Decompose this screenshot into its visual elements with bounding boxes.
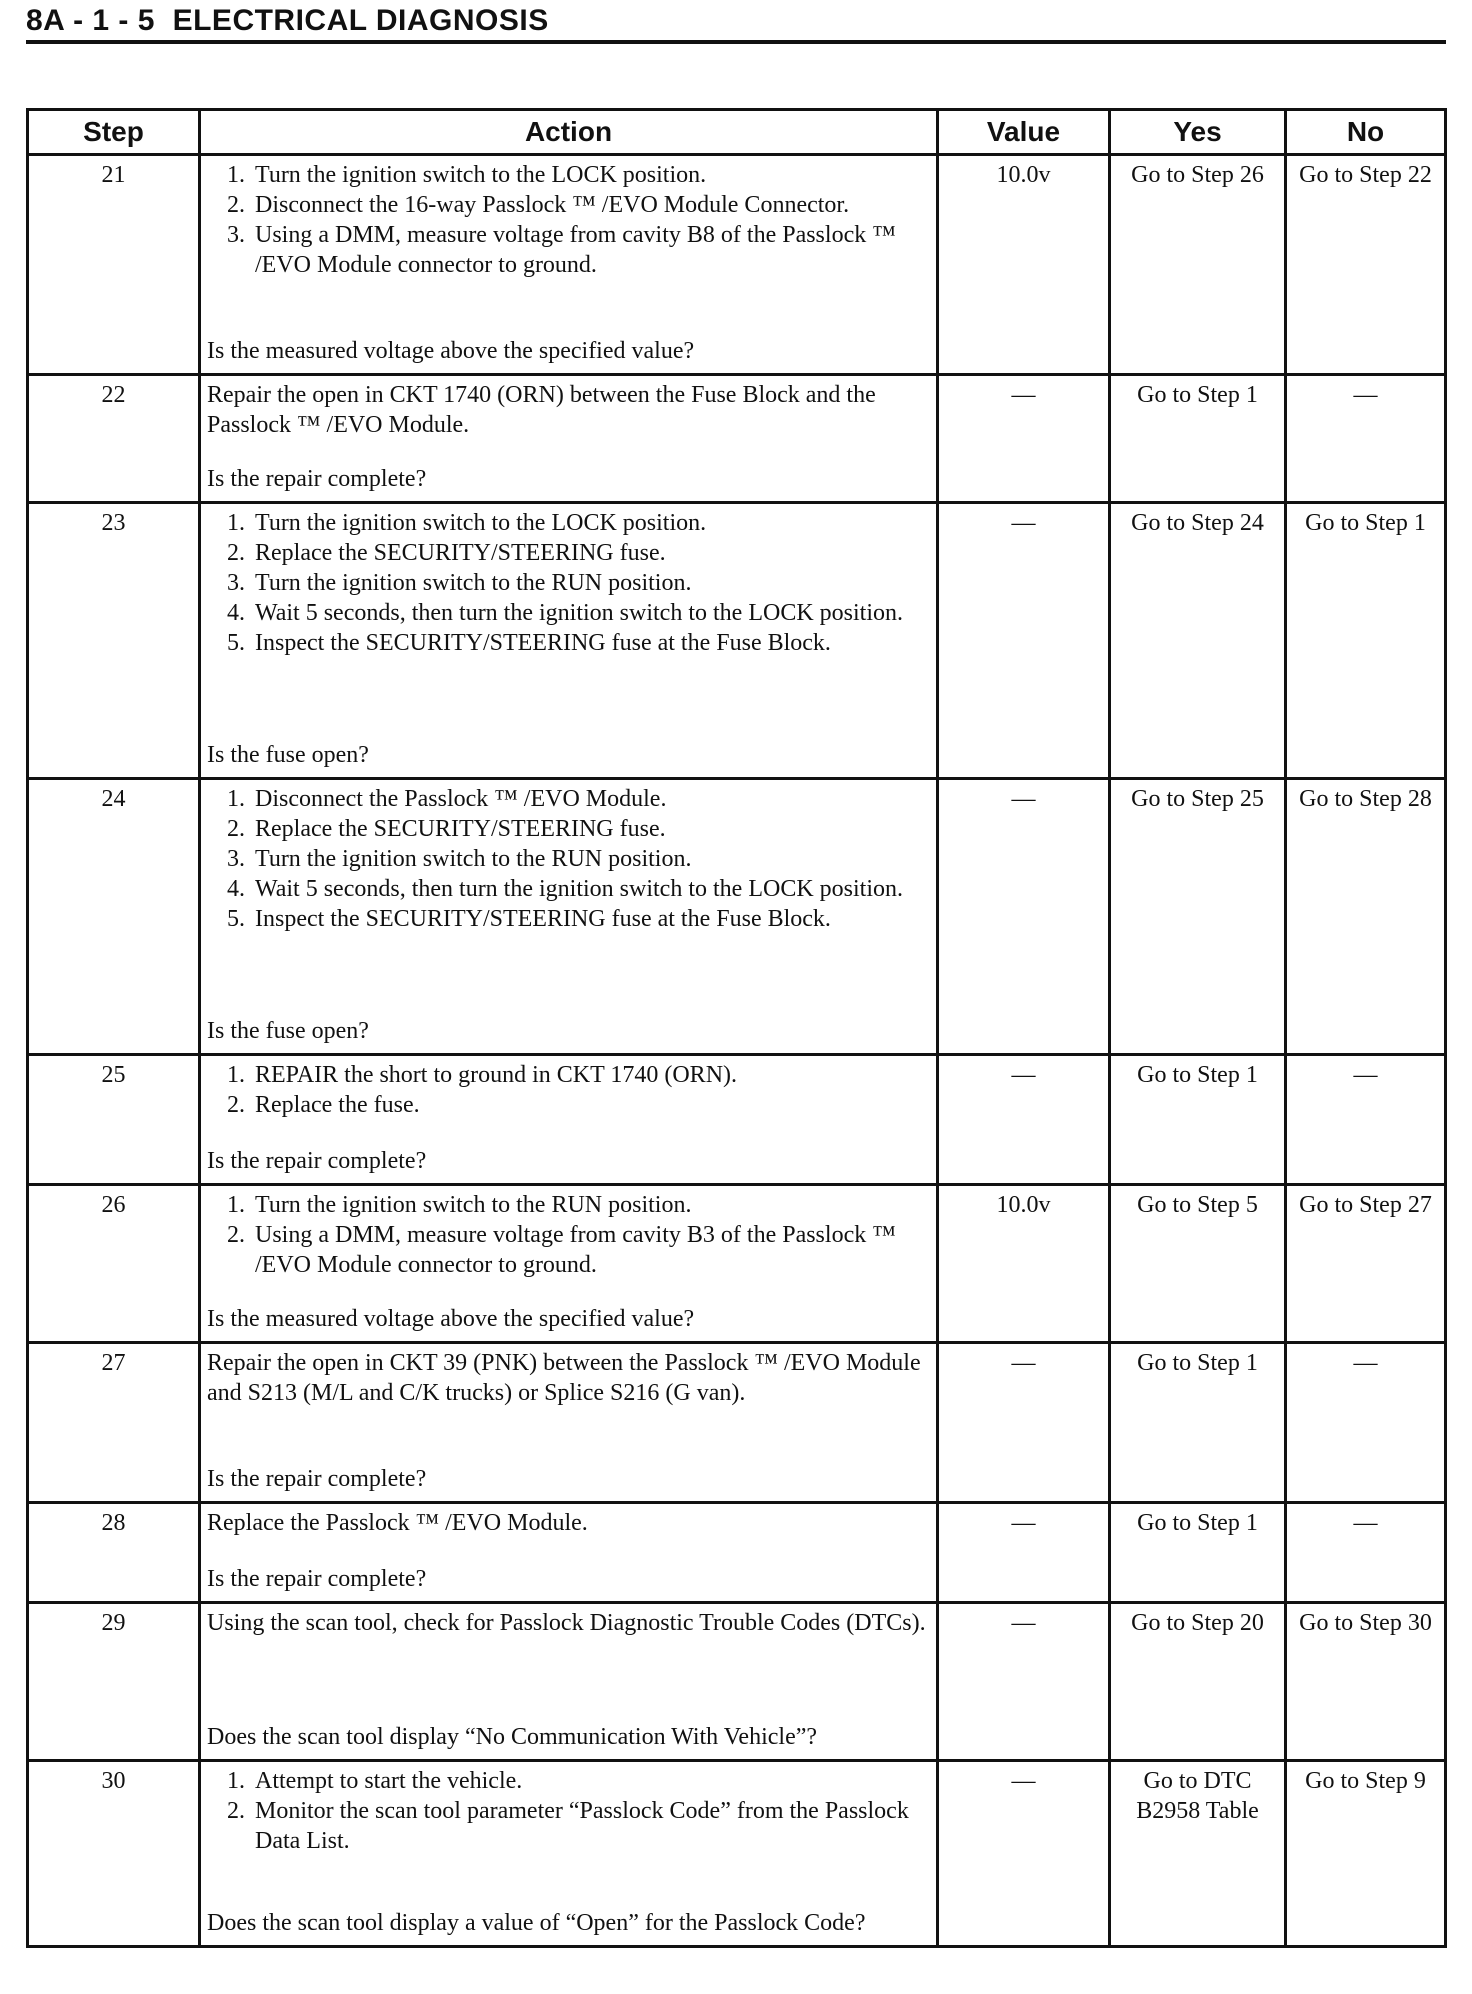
table-row — [28, 779, 1446, 1055]
action-text: Replace the Passlock ™ /EVO Module. — [207, 1510, 588, 1536]
table-header-row — [28, 110, 1446, 155]
no-cell: — — [1286, 1503, 1446, 1603]
yes-cell: Go to Step 1 — [1110, 1503, 1286, 1603]
step-number: 23 — [28, 503, 200, 779]
no-cell: Go to Step 27 — [1286, 1185, 1446, 1343]
action-content — [207, 1766, 930, 1938]
instruction-item: 1. Turn the ignition switch to the LOCK position. — [251, 160, 930, 190]
action-cell — [200, 1055, 938, 1185]
column-header-step: Step — [28, 110, 200, 155]
step-number: 28 — [28, 1503, 200, 1603]
action-content — [207, 160, 930, 366]
instruction-list — [207, 784, 930, 934]
value-cell: — — [938, 1055, 1110, 1185]
value-cell: — — [938, 1761, 1110, 1947]
no-cell: Go to Step 9 — [1286, 1761, 1446, 1947]
table-row — [28, 375, 1446, 503]
no-cell: Go to Step 30 — [1286, 1603, 1446, 1761]
value-cell: 10.0v — [938, 1185, 1110, 1343]
instruction-item: 5. Inspect the SECURITY/STEERING fuse at the Fuse Block. — [251, 628, 930, 658]
instruction-item: 4. Wait 5 seconds, then turn the ignition switch to the LOCK position. — [251, 874, 930, 904]
instruction-item: 2. Using a DMM, measure voltage from cavity B3 of the Passlock ™ /EVO Module connector to ground. — [251, 1220, 930, 1280]
step-number: 29 — [28, 1603, 200, 1761]
step-number: 26 — [28, 1185, 200, 1343]
action-cell — [200, 375, 938, 503]
value-cell: — — [938, 779, 1110, 1055]
yes-cell: Go to Step 5 — [1110, 1185, 1286, 1343]
instruction-list — [207, 1190, 930, 1280]
value-cell: — — [938, 375, 1110, 503]
table-row — [28, 1603, 1446, 1761]
yes-cell: Go to Step 26 — [1110, 155, 1286, 375]
instruction-list — [207, 160, 930, 280]
instruction-list — [207, 508, 930, 658]
instruction-item: 2. Replace the fuse. — [251, 1090, 930, 1120]
yes-cell: Go to DTC B2958 Table — [1110, 1761, 1286, 1947]
action-cell — [200, 1761, 938, 1947]
step-number: 25 — [28, 1055, 200, 1185]
action-question: Does the scan tool display a value of “Open” for the Passlock Code? — [207, 1910, 866, 1936]
action-content — [207, 1608, 930, 1752]
action-cell — [200, 1185, 938, 1343]
no-cell: — — [1286, 1343, 1446, 1503]
instruction-item: 1. Attempt to start the vehicle. — [251, 1766, 930, 1796]
action-text: Repair the open in CKT 39 (PNK) between the Passlock ™ /EVO Module and S213 (M/L and C/K trucks) or Splice S216 (G van). — [207, 1350, 921, 1406]
step-number: 24 — [28, 779, 200, 1055]
table-body — [28, 155, 1446, 1947]
no-cell: — — [1286, 375, 1446, 503]
yes-cell: Go to Step 1 — [1110, 375, 1286, 503]
action-text: Repair the open in CKT 1740 (ORN) between the Fuse Block and the Passlock ™ /EVO Module. — [207, 382, 876, 438]
instruction-item: 1. REPAIR the short to ground in CKT 1740 (ORN). — [251, 1060, 930, 1090]
action-cell — [200, 1603, 938, 1761]
action-cell — [200, 1343, 938, 1503]
column-header-value: Value — [938, 110, 1110, 155]
action-question: Is the measured voltage above the specified value? — [207, 1306, 695, 1332]
instruction-item: 5. Inspect the SECURITY/STEERING fuse at the Fuse Block. — [251, 904, 930, 934]
action-content — [207, 508, 930, 770]
action-content — [207, 784, 930, 1046]
step-number: 21 — [28, 155, 200, 375]
no-cell: Go to Step 28 — [1286, 779, 1446, 1055]
action-text: Using the scan tool, check for Passlock Diagnostic Trouble Codes (DTCs). — [207, 1610, 926, 1636]
action-content — [207, 380, 930, 494]
instruction-list — [207, 1060, 930, 1120]
instruction-item: 2. Replace the SECURITY/STEERING fuse. — [251, 538, 930, 568]
page-title: 8A - 1 - 5 ELECTRICAL DIAGNOSIS — [26, 4, 549, 37]
action-question: Is the fuse open? — [207, 742, 369, 768]
table-row — [28, 503, 1446, 779]
instruction-list — [207, 1766, 930, 1856]
action-question: Is the repair complete? — [207, 1566, 427, 1592]
step-number: 27 — [28, 1343, 200, 1503]
column-header-action: Action — [200, 110, 938, 155]
no-cell: Go to Step 22 — [1286, 155, 1446, 375]
yes-cell: Go to Step 1 — [1110, 1343, 1286, 1503]
action-content — [207, 1348, 930, 1494]
diagnostic-table — [26, 108, 1447, 1948]
column-header-no: No — [1286, 110, 1446, 155]
action-cell — [200, 155, 938, 375]
value-cell: — — [938, 1503, 1110, 1603]
action-question: Is the fuse open? — [207, 1018, 369, 1044]
step-number: 22 — [28, 375, 200, 503]
instruction-item: 2. Replace the SECURITY/STEERING fuse. — [251, 814, 930, 844]
instruction-item: 4. Wait 5 seconds, then turn the ignition switch to the LOCK position. — [251, 598, 930, 628]
action-cell — [200, 503, 938, 779]
instruction-item: 2. Disconnect the 16-way Passlock ™ /EVO Module Connector. — [251, 190, 930, 220]
yes-cell: Go to Step 24 — [1110, 503, 1286, 779]
value-cell: — — [938, 1343, 1110, 1503]
table-row — [28, 1761, 1446, 1947]
value-cell: — — [938, 503, 1110, 779]
action-question: Is the repair complete? — [207, 1148, 427, 1174]
action-question: Is the measured voltage above the specified value? — [207, 338, 695, 364]
table-row — [28, 1343, 1446, 1503]
action-cell — [200, 779, 938, 1055]
table-row — [28, 155, 1446, 375]
value-cell: 10.0v — [938, 155, 1110, 375]
no-cell: Go to Step 1 — [1286, 503, 1446, 779]
yes-cell: Go to Step 25 — [1110, 779, 1286, 1055]
action-question: Is the repair complete? — [207, 466, 427, 492]
instruction-item: 1. Turn the ignition switch to the LOCK position. — [251, 508, 930, 538]
action-content — [207, 1508, 930, 1594]
column-header-yes: Yes — [1110, 110, 1286, 155]
action-question: Does the scan tool display “No Communication With Vehicle”? — [207, 1724, 818, 1750]
instruction-item: 3. Turn the ignition switch to the RUN position. — [251, 568, 930, 598]
instruction-item: 2. Monitor the scan tool parameter “Passlock Code” from the Passlock Data List. — [251, 1796, 930, 1856]
instruction-item: 3. Turn the ignition switch to the RUN position. — [251, 844, 930, 874]
page-header — [26, 4, 1446, 44]
instruction-item: 1. Disconnect the Passlock ™ /EVO Module. — [251, 784, 930, 814]
action-cell — [200, 1503, 938, 1603]
header-rule — [26, 40, 1446, 44]
step-number: 30 — [28, 1761, 200, 1947]
value-cell: — — [938, 1603, 1110, 1761]
instruction-item: 1. Turn the ignition switch to the RUN position. — [251, 1190, 930, 1220]
table-row — [28, 1055, 1446, 1185]
no-cell: — — [1286, 1055, 1446, 1185]
action-content — [207, 1190, 930, 1334]
table-row — [28, 1185, 1446, 1343]
table-row — [28, 1503, 1446, 1603]
action-question: Is the repair complete? — [207, 1466, 427, 1492]
yes-cell: Go to Step 20 — [1110, 1603, 1286, 1761]
yes-cell: Go to Step 1 — [1110, 1055, 1286, 1185]
instruction-item: 3. Using a DMM, measure voltage from cavity B8 of the Passlock ™ /EVO Module connector to ground. — [251, 220, 930, 280]
action-content — [207, 1060, 930, 1176]
